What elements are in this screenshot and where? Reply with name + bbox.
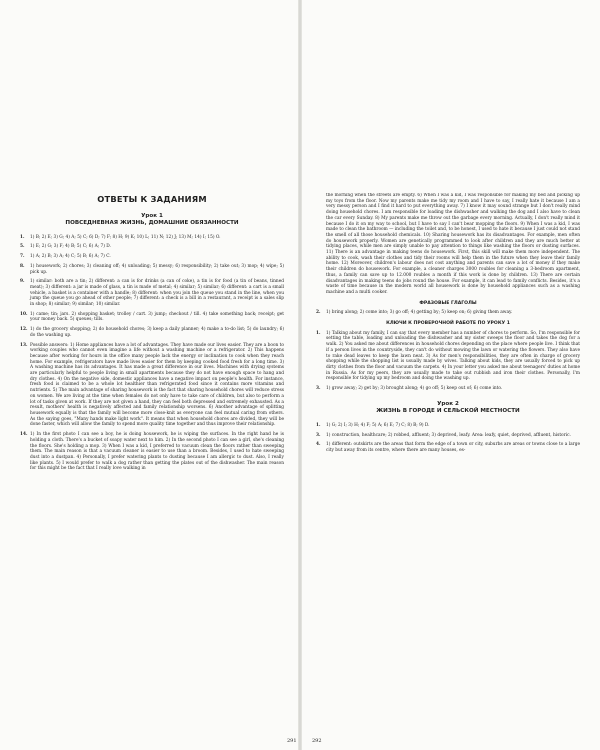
exercise-answer: 1) bring along; 2) come into; 3) go off; 4) getting by; 5) keep on; 6) giving them away. — [326, 310, 513, 316]
exercise-answer: 1) E; 2) G; 3) F; 4) B; 5) C; 6) A; 7) D. — [30, 244, 111, 250]
exercise-answer: 1) Talking about my family, I can say that every member has a number of chores to perform. So, I'm responsible for setting the table, loading and unloading the dishwasher and my sister sweeps the floor and takes the dog for a walk. 2) You asked me about differences in household chores depending on the place where people live. I think that if a person lives in the countryside, they can't do without mowing the lawn or watering the flowers. They also have to rake dead leaves to keep the lawn neat. 3) As for men's responsibilities, they are often in charge of grocery shopping while the shopping list is usually made by wives. Talking about kids, they are usually forced to pick up dirty clothes from the floor and vacuum the carpets. 4) In your letter you asked me about teenagers' duties at home in Russia. As for my peers, they are usually made to take out rubbish and iron their clothes. Personally, I'm responsible for tidying up my bedroom and doing the washing up. — [326, 330, 580, 382]
exercise-item — [20, 312, 284, 323]
answers-title: ОТВЕТЫ К ЗАДАНИЯМ — [97, 196, 207, 204]
phrasal-exercise — [316, 310, 580, 316]
page-number-left: 291 — [287, 738, 297, 744]
lesson-2-number: Урок 2 — [437, 400, 459, 407]
exercise-answer: 1) similar: both are a tin; 2) different: a can is for drinks (a can of coke), a tin is for food (a tin of beans, tinned meat); 3) different: a jar is made of glass, a tin is made of metal; 4) similar; 5) similar; 6) different: a cart is a small vehicle, a basket is a container with a handle; 8) different: when you join the queue you stand in the line, when you jump the queue you go ahead of other people; 7) different: a check is a bill in a restaurant, a receipt is a sales slip in shop; 8) similar; 9) similar; 10) similar. — [30, 279, 284, 308]
lesson-2-heading — [316, 401, 580, 415]
continuation-paragraph — [316, 193, 580, 296]
exercise-answer: 1) housework; 2) chores; 3) cleaning off; 4) unloading; 5) messy; 6) responsibility; 2) take out; 3) mop; 4) wipe; 5) pick up. — [30, 263, 284, 275]
lesson-1-topic: ПОВСЕДНЕВНАЯ ЖИЗНЬ, ДОМАШНИЕ ОБЯЗАННОСТИ — [65, 219, 239, 226]
exercise-answer: 1) B; 2) E; 3) G; 4) A; 5) C; 6) D; 7) F; 8) H; 9) K; 10) L; 11) N; 12) J; 13) M; 14) I; 15) O. — [30, 234, 221, 240]
exercise-answer: Possible answers: 1) Home appliances have a lot of advantages. They have made our lives easier. They are a boon to working couples who cannot even imagine a life without a washing machine or a refrigerator. 2) This happens because after working for hours in the office many people lack the energy or inclination to cook when they reach home. For example, refrigerators have made lives easier for them by keeping cooked food fresh for a long time. 3) A washing machine has its advantages. It has made a great difference in our lives. Machines with drying systems are particularly helpful to people living in small apartments because they do not have enough space to hang and dry clothes. 4) On the negative side, domestic appliances have a negative impact on people's health. For instance, fresh food is claimed to be a whole lot healthier than refrigerated food since it contains more vitamins and nutrients. 5) The main advantage of sharing housework is the fact that sharing household chores will reduce stress on women. We are living at the time when females do not only have to take care of children, but also to perform a lot of tasks given at work. If they are not given a hand, they can feel both depressed and extremely exhausted. As a result, mothers' health is negatively affected and family relationship worsens. 6) Another advantage of splitting housework equally is that the family will become more close-knit as everyone can feel mutual caring from others. As the saying goes, "Many hands make light work". It means that when household chores are divided, they will be done faster, which will allow the family to spend more quality time together and thus improve their relationship. — [30, 342, 284, 428]
exercise-item — [20, 327, 284, 338]
exercise-item — [20, 264, 284, 275]
exercise-number: 9. — [20, 279, 25, 285]
exercise-item — [20, 432, 284, 472]
exercise-item — [20, 244, 284, 250]
exercise-answer: 1) G; 2) I; 3) H; 4) F; 5) A; 6) E; 7) C; 8) B; 9) D. — [326, 422, 430, 428]
exercise-number: 3. — [316, 432, 321, 438]
exercise-item — [20, 343, 284, 429]
phrasal-verbs-heading: ФРАЗОВЫЕ ГЛАГОЛЫ — [419, 300, 477, 306]
left-page — [20, 196, 284, 731]
left-exercise-list — [20, 235, 284, 472]
test-key-heading: КЛЮЧИ К ПРОВЕРОЧНОЙ РАБОТЕ ПО УРОКУ 1 — [386, 321, 510, 327]
exercise-number: 5. — [20, 244, 25, 250]
exercise-item — [20, 279, 284, 308]
exercise-number: 1. — [316, 330, 321, 336]
lesson-2-topic: ЖИЗНЬ В ГОРОДЕ И СЕЛЬСКОЙ МЕСТНОСТИ — [376, 407, 520, 414]
exercise-answer: 1) construction, healthcare; 2) robbed, affluent; 3) deprived, leafy. Area: leafy, quiet, deprived, affluent, historic. — [326, 432, 571, 438]
exercise-item — [316, 433, 580, 439]
lesson-1-heading — [20, 213, 284, 227]
test-key-list — [316, 331, 580, 392]
exercise-number: 2. — [316, 310, 321, 316]
exercise-item — [316, 423, 580, 429]
exercise-answer: 1) different: outskirts are the areas that form the edge of a town or city, suburbs are areas or towns close to a large city but away from its centre, where there are many houses, es- — [326, 442, 580, 453]
page-number-right: 292 — [312, 738, 322, 744]
right-page — [316, 193, 580, 733]
exercise-number: 12. — [20, 327, 28, 333]
exercise-number: 13. — [20, 342, 28, 348]
exercise-number: 1. — [316, 422, 321, 428]
exercise-answer: 1) A; 2) B; 3) A; 4) C; 5) B; 6) A; 7) C. — [30, 254, 111, 260]
exercise-number: 7. — [20, 254, 25, 260]
exercise-answer: 1) do the grocery shopping; 2) do household chores; 3) keep a daily planner; 4) make a to-do list; 5) do laundry; 6) do the washing up. — [30, 327, 284, 338]
exercise-answer: 1) came; tin; jars. 2) shopping basket; trolley / cart. 3) jump; checkout / till. 4) take something back; receipt; get your money back. 5) queues; tills. — [30, 311, 284, 323]
lesson-1-number: Урок 1 — [141, 212, 163, 219]
lesson-2-exercise-list — [316, 423, 580, 454]
continuation-text: the morning when the streets are empty. 6) When I was a kid, I was responsible for making my bed and picking up my toys from the floor. Now my parents make me tidy my room and I have to say, I really hate it because I am a very messy person and I find it hard to put everything away. 7) I know it may sound strange but I don't really mind doing household chores. I am responsible for loading the dishwasher and walking the dog and I also have to clean the car every Sunday. 8) My parents make me throw out the garbage every morning. Actually, I don't really mind it because I do it on my way to school, but I have to say I can't bear mopping the floors. 9) When I was a kid, I was made to clean the bathroom — including the toilet and, to be honest, I used to hate it because I just could not stand the smell of all those household chemicals. 10) Sharing housework has its disadvantages. For example, men often do housework properly. Women are genetically programmed to look after children and they are much better at tidying places, while men are simply unable to pay attention to things like washing the floors or dusting surfaces. 11) There is an advantage in making teens do housework. First, this skill will make them more independent. The ability to cook, wash their clothes and tidy their rooms will help them in the future when they leave their family home. 12) Moreover, children's labour does not cost anything and parents can save a lot of money if they make their children do housework. For example, a cleaner charges 3000 roubles for cleaning a 3-bedroom apartment, thus, a family can save up to 12.000 roubles a month if this work is done by children. 13) There are certain disadvantages in making teens do jobs round the house. For example, it can lead to family conflicts. Besides, it's a waste of time because in the modern world all housework is done by household appliances such as a washing machine and a multi cooker. — [326, 193, 580, 295]
exercise-item — [316, 442, 580, 453]
exercise-number: 1. — [20, 234, 25, 240]
exercise-number: 3. — [316, 386, 321, 392]
exercise-number: 8. — [20, 263, 25, 269]
exercise-item — [20, 235, 284, 241]
exercise-item — [316, 386, 580, 392]
exercise-item — [20, 254, 284, 260]
exercise-number: 4. — [316, 442, 321, 448]
exercise-answer: 1) grow away; 2) get by; 3) brought along; 4) go off; 5) keep out of; 6) come into. — [326, 386, 503, 392]
exercise-number: 14. — [20, 432, 28, 438]
exercise-item — [316, 331, 580, 382]
exercise-answer: 1) In the first photo I can see a boy, he is doing housework, he is wiping the surfaces. In the right hand he is holding a cloth. There's a bucket of soapy water next to him. 2) In the second photo I can see a girl, she's cleaning the floors. She's holding a mop. 3) When I was a kid, I preferred to vacuum clean the floors rather than sweeping them. The main reason is that a vacuum cleaner is easier to use than a broom. Besides, I used to hate sweeping dust into a dustpan. 4) Personally, I prefer watering plants to dusting because I am allergic to dust. Also, I really like plants. 5) I would prefer to walk a dog rather than getting the plates out of the dishwasher. The main reason for this might be the fact that I really love walking in — [30, 432, 284, 472]
book-gutter — [298, 0, 302, 750]
exercise-number: 10. — [20, 311, 28, 317]
